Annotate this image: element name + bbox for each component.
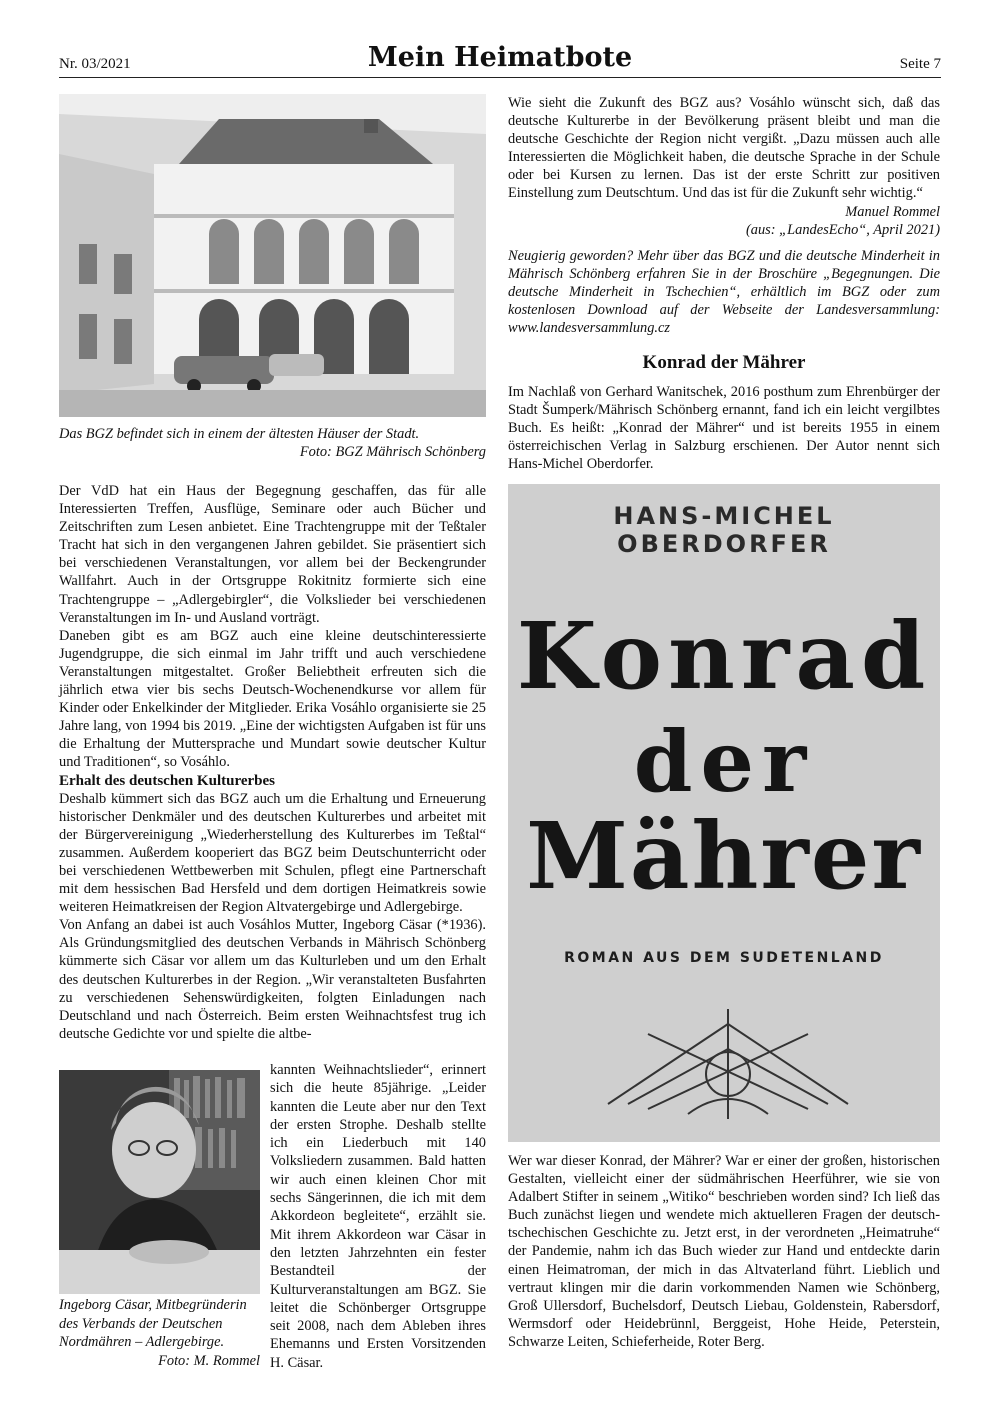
section-heading: Konrad der Mährer <box>642 352 806 373</box>
left-column-text <box>59 482 486 1043</box>
right-column-intro <box>508 383 940 473</box>
photo-credit: Foto: M. Rommel <box>158 1352 260 1369</box>
paragraph: Wie sieht die Zukunft des BGZ aus? Vosáhlo wünscht sich, daß das deutsche Kulturerbe in der Bevölkerung präsent bleibt und man die deutsche Geschichte der Region nicht vergißt. „Dazu müssen auch alle Interessierten die Möglichkeit haben, die deutsche Sprache in der Schule oder bei Kursen zu lernen. Das ist der erste Schritt zur positiven Einstellung zum Deutschtum. Und das ist für die Zukunft sehr wichtig.“ <box>508 95 940 202</box>
paragraph: Im Nachlaß von Gerhard Wanitschek, 2016 posthum zum Ehrenbürger der Stadt Šumperk/Mährisch Schönberg ernannt, fand ich ein leicht vergilbtes Buch. Es heißt: „Konrad der Mährer“ und ist bereits 1955 in einem österreichischen Verlag in Salzburg erschienen. Der Autor nennt sich Hans-Michel Oberdorfer. <box>508 384 940 473</box>
paragraph: Der VdD hat ein Haus der Begegnung geschaffen, das für alle Interessierten Treffen, Ausflüge, Seminare oder auch Bücher und Zeitschriften zum Lesen anbietet. Eine Trachtengruppe mit der Teßtaler Tracht hat sich in den vergangenen Jahren gebildet. Sie präsentiert sich bei verschiedenen Veranstaltungen, vor allem bei der Beckengrunder Wallfahrt. Auch in der Ortsgruppe Rokitnitz formierte sich eine Trachtengruppe – „Adlergebirgler“, die Volkslieder bei verschiedenen Veranstaltungen im In- und Ausland vorträgt. <box>59 483 486 626</box>
book-subtitle: ROMAN AUS DEM SUDETENLAND <box>564 950 884 966</box>
building-photo <box>59 94 486 417</box>
portrait-photo <box>59 1070 260 1294</box>
building-photo-caption <box>59 425 486 461</box>
book-title-line: Konrad <box>516 602 932 710</box>
portrait-caption <box>59 1296 260 1370</box>
book-cover <box>508 484 940 1142</box>
issue-number: Nr. 03/2021 <box>59 56 131 72</box>
article-source: (aus: „LandesEcho“, April 2021) <box>745 221 940 238</box>
right-column-text <box>508 94 940 337</box>
paragraph: kannten Weihnachtslieder“, erinnert sich die heute 85jährige. „Leider kannten die Leute aber nur den Text der ersten Strophe. Deshalb stellte ich ein Liederbuch mit 140 Volksliedern zusammen. Bald hatten wir auch einen kleinen Chor mit sechs Sängerinnen, die ich mit dem Akkordeon begleitete“, erzählt sie. Mit ihrem Akkordeon war Cäsar in den letzten Jahrzehnten ein fester Bestandteil der Kulturveranstaltungen am BGZ. Sie leitet die Schönberger Ortsgruppe seit 2008, nach dem Ableben ihres Ehemanns und Ersten Vorsitzenden H. Cäsar. <box>270 1062 486 1371</box>
header-rule <box>59 77 941 78</box>
masthead-text: Mein Heimatbote <box>367 42 633 73</box>
left-column-wrap-text <box>270 1061 486 1372</box>
article-author: Manuel Rommel <box>845 203 940 220</box>
book-title-line: Mährer <box>526 802 922 910</box>
cover-ornament-icon <box>588 1004 868 1124</box>
paragraph: Von Anfang an dabei ist auch Vosáhlos Mutter, Ingeborg Cäsar (*1936). Als Gründungsmitglied des deutschen Verbands in Mährisch Schönberg kümmerte sich Cäsar vor allem um das Kulturleben und um den Erhalt des deutschen Kulturerbes in der Region. „Wir veranstalteten Busfahrten zu verschiedenen Sehenswürdigkeiten, folgten Einladungen nach Deutschland und nach Österreich. Beim ersten Weihnachtsfest trug ich deutsche Gedichte vor und spielte die altbe- <box>59 917 486 1042</box>
caption-text: Ingeborg Cäsar, Mitbegründerin des Verbands der Deutschen Nordmähren – Adlergebirge. <box>59 1297 247 1350</box>
photo-credit: Foto: BGZ Mährisch Schönberg <box>299 444 486 460</box>
caption-text: Das BGZ befindet sich in einem der ältesten Häuser der Stadt. <box>59 426 420 442</box>
paragraph: Daneben gibt es am BGZ auch eine kleine deutschinteressierte Jugendgruppe, die sich einmal im Jahr trifft und auch verschiedene Veranstaltungen mitgestaltet. Großer Beliebtheit erfreuten sich die jährlich etwa vier bis sechs Deutsch-Wochenendkurse vor allem für Kinder oder Enkelkinder der Mitglieder. Erika Vosáhlo organisierte sie 25 Jahre lang, von 1994 bis 2019. „Eine der wichtigsten Aufgaben ist für uns die Erhaltung der Muttersprache und Mundart sowie deutscher Kultur und Traditionen“, so Vosáhlo. <box>59 627 486 771</box>
page-number: Seite 7 <box>899 56 941 72</box>
subheading: Erhalt des deutschen Kulturerbes <box>59 772 275 789</box>
paragraph: Wer war dieser Konrad, der Mährer? War er einer der großen, historischen Gestalten, vielleicht einer der südmährischen Heerführer, wie sie von Adalbert Stifter in seinem „Witiko“ beschrieben worden sind? Ich ließ das Buch zunächst liegen und wendete mich aktuelleren Fragen der deutsch-tschechischen Geschichte zu. Jetzt erst, in der verordneten „Heimatruhe“ der Pandemie, nahm ich das Buch wieder zur Hand und entdeckte darin einen Heimatroman, der mich in das Altvaterland führt. Lieblich und vertraut klingen mir die darin vorkommenden Namen wie Schönberg, Groß Ullersdorf, Buchelsdorf, Deutsch Liebau, Goldenstein, Rabersdorf, Wermsdorf oder Heidebrünnl, Berggeist, Hohe Heide, Peterstein, Schwarze Leiten, Schieferheide, Roter Berg. <box>508 1153 940 1350</box>
book-author: HANS-MICHEL OBERDORFER <box>613 502 835 558</box>
right-column-end-text <box>508 1152 940 1351</box>
info-note: Neugierig geworden? Mehr über das BGZ und die deutsche Minderheit in Mährisch Schönberg erfahren Sie in der Broschüre „Begegnungen. Die deutsche Minderheit in Tschechien“, erhältlich im BGZ oder zum kostenlosen Download auf der Webseite der Landesversammlung: www.landesversammlung.cz <box>508 247 940 337</box>
masthead-logo <box>367 34 633 78</box>
book-title-line: der <box>633 712 815 811</box>
paragraph: Deshalb kümmert sich das BGZ auch um die Erhaltung und Erneuerung historischer Denkmäler und des deutschen Kulturerbes und arbeitet mit der Bürgervereinigung „Wiederherstellung des Kulturerbes im Teßtal“ zusammen. Außerdem kooperiert das BGZ beim Deutschunterricht oder bei verschiedenen Wettbewerben mit Schulen, pflegt eine Partnerschaft mit dem hessischen Bad Hersfeld und dem dortigen Heimatkreis sowie weiteren Heimatkreisen der Region Altvatergebirge und Adlergebirge. <box>59 790 486 916</box>
